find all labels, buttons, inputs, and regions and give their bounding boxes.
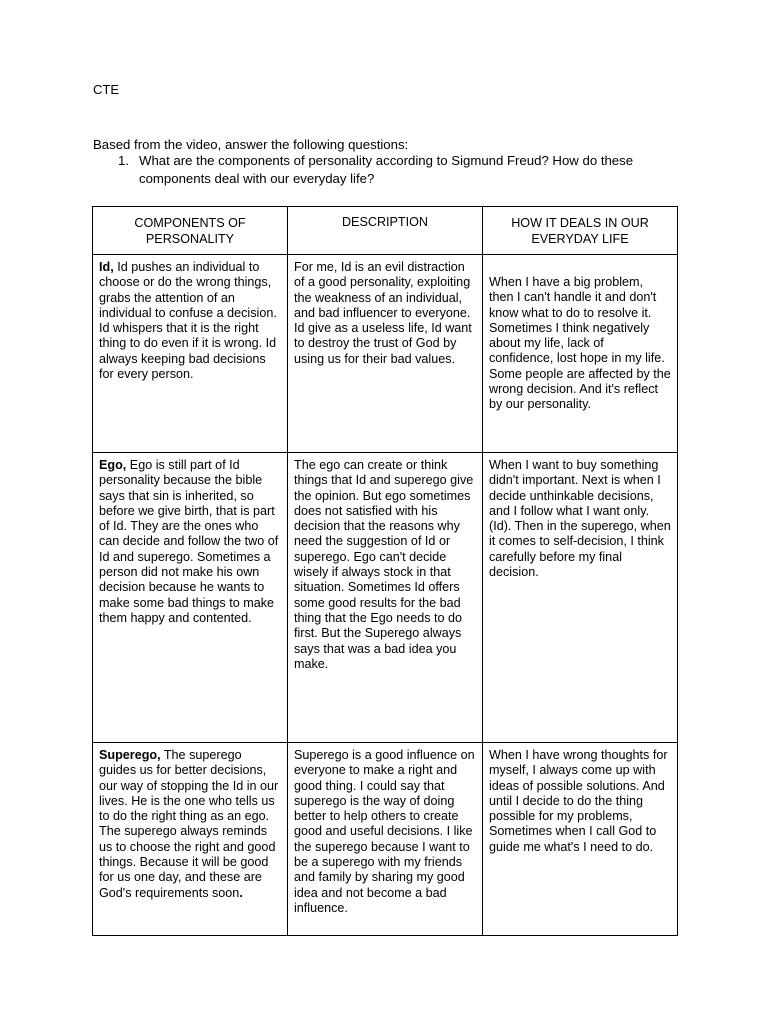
description-cell: The ego can create or think things that Id and superego give the opinion. But ego sometimes does not satisfied with his decision that the reasons why need the suggestion of Id or superego. Ego can't decide wisely if always stock in that situation. Sometimes Id offers some good results for the bad thing that the Ego needs to do first. But the Superego always says that was a bad idea you make.	[288, 453, 483, 743]
component-cell	[93, 453, 288, 743]
question-number: 1.	[118, 153, 129, 168]
component-term: Id,	[99, 260, 114, 274]
everyday-life-cell: When I have wrong thoughts for myself, I always come up with ideas of possible solutions. And until I decide to do the thing possible for my problems, Sometimes when I call God to guide me what's I need to do.	[483, 743, 678, 936]
table-header-row	[93, 207, 678, 255]
table-row	[93, 255, 678, 453]
component-cell	[93, 255, 288, 453]
column-header-description: DESCRIPTION	[288, 207, 483, 255]
question-item	[118, 152, 678, 188]
component-cell	[93, 743, 288, 936]
component-term: Superego,	[99, 748, 161, 762]
component-text: Ego is still part of Id personality because the bible says that sin is inherited, so before we give birth, that is part of Id. They are the ones who can decide and follow the two of Id and superego. Sometimes a person did not make his own decision because he wants to make some bad things to make them happy and contented.	[99, 458, 279, 625]
component-term: Ego,	[99, 458, 127, 472]
component-text: Id pushes an individual to choose or do the wrong things, grabs the attention of an individual to confuse a decision. Id whispers that it is the right thing to do even if it is wrong. Id always keeping bad decisions for every person.	[99, 260, 277, 382]
column-header-components: COMPONENTS OF PERSONALITY	[93, 207, 288, 255]
component-text-end: .	[239, 885, 243, 900]
question-text: What are the components of personality according to Sigmund Freud? How do these components deal with our everyday life?	[139, 153, 634, 186]
document-title: CTE	[93, 82, 119, 97]
table-row	[93, 743, 678, 936]
table-row	[93, 453, 678, 743]
description-cell: Superego is a good influence on everyone to make a right and good thing. I could say that superego is the way of doing better to help others to create good and useful decisions. I like the superego because I want to be a superego with my friends and family by sharing my good idea and not become a bad influence.	[288, 743, 483, 936]
everyday-life-cell: When I have a big problem, then I can't handle it and don't know what to do to resolve it. Sometimes I think negatively about my life, lack of confidence, lost hope in my life. Some people are affected by the wrong decision. And it's reflect by our personality.	[483, 255, 678, 453]
component-text: The superego guides us for better decisions, our way of stopping the Id in our lives. He is the one who tells us to do the right thing as an ego. The superego always reminds us to choose the right and good things. Because it will be good for us one day, and these are God's requirements soon	[99, 748, 279, 900]
instruction-text: Based from the video, answer the following questions:	[93, 137, 409, 152]
personality-table	[92, 206, 678, 936]
column-header-everyday-life: HOW IT DEALS IN OUR EVERYDAY LIFE	[483, 207, 678, 255]
everyday-life-cell: When I want to buy something didn't important. Next is when I decide unthinkable decisions, and I follow what I want only.(Id). Then in the superego, when it comes to self-decision, I think carefully before my final decision.	[483, 453, 678, 743]
description-cell: For me, Id is an evil distraction of a good personality, exploiting the weakness of an individual, and bad influencer to everyone. Id give as a useless life, Id want to destroy the trust of God by using us for their bad values.	[288, 255, 483, 453]
